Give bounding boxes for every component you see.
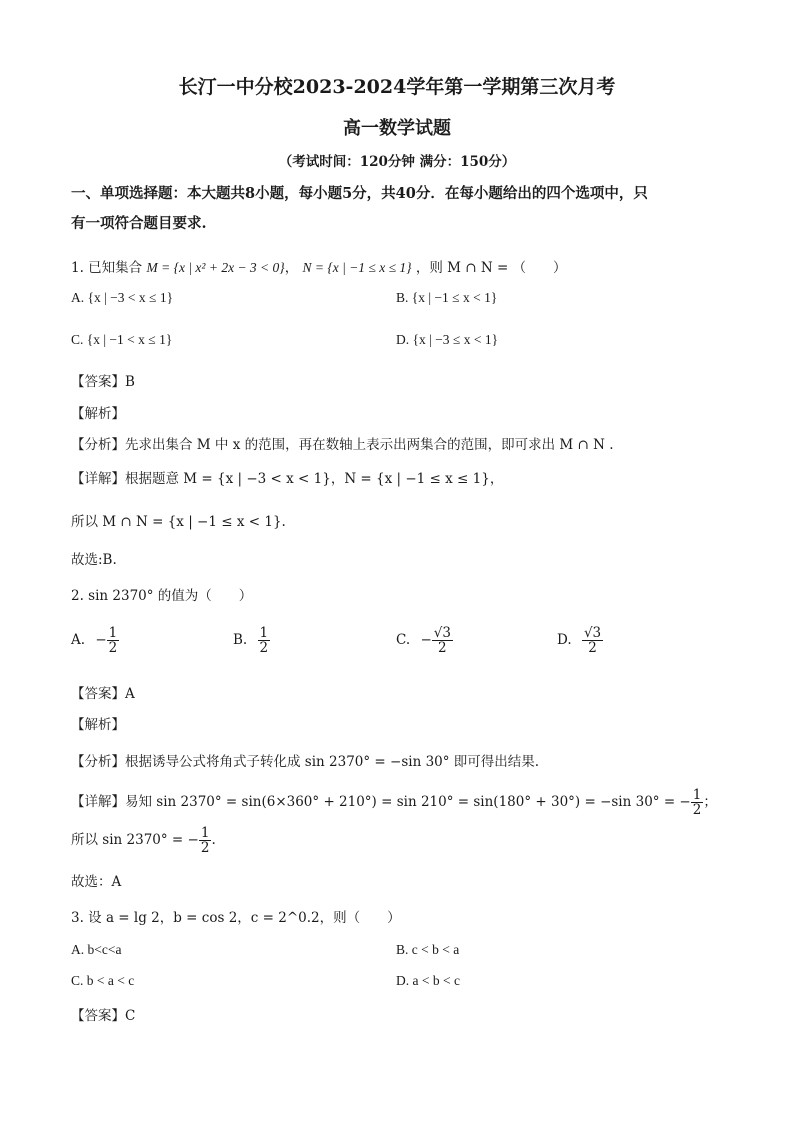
q2-option-a-sign: − [95, 632, 107, 649]
q1-fenxi-tag: 【分析】 [71, 437, 125, 453]
q1-option-c: C. {x | −1 < x ≤ 1} [71, 332, 173, 347]
q2-answer [71, 682, 135, 702]
q2-option-b-label: B. [233, 632, 248, 649]
q2-option-d-fraction [582, 626, 603, 655]
q2-option-c-fraction [432, 626, 453, 655]
q1-choice: 故选:B. [71, 552, 117, 568]
q2-answer-tag: 【答案】 [71, 686, 125, 702]
section-heading-line2: 有一项符合题目要求. [71, 215, 207, 232]
q2-option-d-label: D. [557, 632, 572, 649]
q2-conclusion-text: 所以 sin 2370° = − [71, 832, 199, 849]
q1-option-d: D. {x | −3 ≤ x < 1} [396, 332, 499, 347]
q1-sep: ， [284, 260, 299, 276]
q3-option-b: B. c < b < a [396, 942, 460, 957]
q2-option-c-sign: − [420, 632, 432, 649]
q1-set-n: N = {x | −1 ≤ x ≤ 1} [302, 260, 412, 275]
q3-option-a: A. b<c<a [71, 942, 122, 957]
q2-option-c-label: C. [396, 632, 411, 649]
q2-xiangjie-fraction [691, 788, 704, 817]
q1-xiangjie-tag: 【详解】 [71, 471, 125, 487]
q2-xiangjie-tag: 【详解】 [71, 794, 125, 811]
q2-option-a-num: 1 [108, 625, 118, 641]
exam-info: （考试时间：120分钟 满分：150分） [278, 154, 516, 170]
q2-option-b-den: 2 [259, 640, 269, 657]
section-heading-line1: 一、单项选择题：本大题共8小题，每小题5分，共40分．在每小题给出的四个选项中，只 [71, 185, 648, 202]
q2-xiangjie-text: 易知 sin 2370° = sin(6×360° + 210°) = sin 210° = sin(180° + 30°) = −sin 30° = − [125, 794, 691, 811]
q2-option-d-den: 2 [588, 640, 597, 657]
q2-conclusion-fraction [199, 826, 212, 855]
q1-conclusion: 所以 M ∩ N = {x | −1 ≤ x < 1}. [71, 514, 286, 530]
q3-option-c: C. b < a < c [71, 973, 135, 988]
q2-option-c-den: 2 [438, 640, 447, 657]
q2-option-d-num: √3 [583, 625, 602, 641]
q1-set-m: M = {x | x² + 2x − 3 < 0} [146, 260, 285, 275]
q2-option-c-num: √3 [433, 625, 451, 641]
q2-conclusion-num: 1 [200, 825, 210, 841]
q1-fenxi [71, 433, 614, 453]
q2-conclusion [71, 826, 216, 855]
q1-fenxi-text: 先求出集合 M 中 x 的范围，再在数轴上表示出两集合的范围，即可求出 M ∩ N . [125, 437, 614, 453]
q1-analysis-tag: 【解析】 [71, 406, 125, 422]
q2-fenxi-tag: 【分析】 [71, 754, 125, 770]
q1-stem-prefix: 1. 已知集合 [71, 260, 143, 276]
q2-option-c [396, 626, 453, 655]
q2-option-a-den: 2 [108, 640, 118, 657]
q2-analysis-tag: 【解析】 [71, 717, 125, 733]
q2-option-b-fraction [258, 626, 271, 655]
q2-fenxi-text: 根据诱导公式将角式子转化成 sin 2370° = −sin 30° 即可得出结果. [125, 754, 540, 770]
q2-xiangjie [71, 788, 717, 817]
q1-xiangjie [71, 467, 503, 487]
q1-xiangjie-text: 根据题意 M = {x | −3 < x < 1}，N = {x | −1 ≤ x ≤ 1}， [125, 471, 504, 487]
q2-fenxi [71, 750, 539, 770]
q2-option-b-num: 1 [259, 625, 269, 641]
exam-subtitle: 高一数学试题 [343, 118, 451, 139]
q2-option-b [233, 626, 270, 655]
q3-option-d: D. a < b < c [396, 973, 460, 988]
q2-xiangjie-num: 1 [692, 787, 702, 803]
q2-option-d [557, 626, 603, 655]
q1-stem [71, 256, 567, 276]
q2-choice: 故选：A [71, 874, 122, 890]
q1-answer-tag: 【答案】 [71, 374, 125, 390]
q2-option-a-label: A. [71, 632, 86, 649]
q1-option-b: B. {x | −1 ≤ x < 1} [396, 290, 498, 305]
q2-stem: 2. sin 2370° 的值为（ ） [71, 588, 253, 604]
q1-answer-value: B [125, 374, 135, 390]
exam-title: 长汀一中分校2023-2024学年第一学期第三次月考 [178, 76, 616, 98]
q2-option-a-fraction [107, 626, 120, 655]
q3-answer-tag: 【答案】 [71, 1008, 125, 1024]
q3-stem: 3. 设 a = lg 2，b = cos 2，c = 2^0.2，则（ ） [71, 910, 401, 926]
q2-xiangjie-den: 2 [692, 802, 702, 819]
q3-answer [71, 1004, 135, 1024]
q3-answer-value: C [125, 1008, 136, 1024]
q2-option-a [71, 626, 119, 655]
q1-option-a: A. {x | −3 < x ≤ 1} [71, 290, 174, 305]
q1-answer [71, 370, 135, 390]
q2-conclusion-suffix: . [211, 832, 216, 849]
q2-answer-value: A [125, 686, 135, 702]
q2-conclusion-den: 2 [200, 840, 210, 857]
q1-stem-suffix: ，则 M ∩ N = （ ） [415, 260, 567, 276]
q2-xiangjie-suffix: ； [703, 794, 717, 811]
